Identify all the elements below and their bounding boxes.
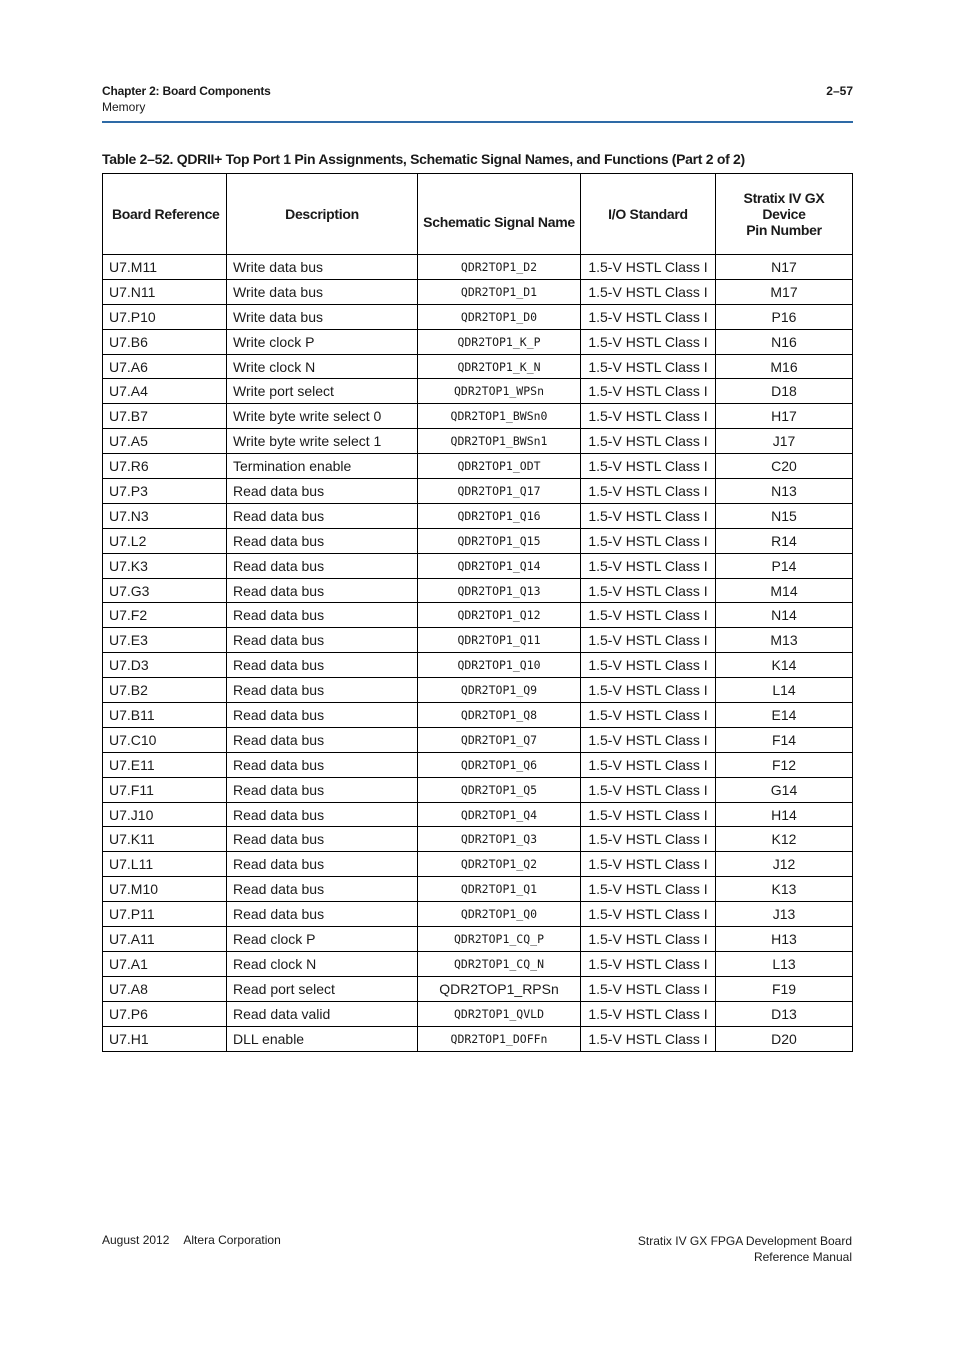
signal-name-cell: QDR2TOP1_Q13	[418, 578, 581, 603]
io-standard-cell: 1.5-V HSTL Class I	[581, 603, 716, 628]
board-reference-cell: U7.A6	[103, 354, 227, 379]
footer-doc-subtitle: Reference Manual	[753, 1250, 852, 1264]
description-cell: Read data bus	[227, 553, 418, 578]
signal-name-cell: QDR2TOP1_K_N	[418, 354, 581, 379]
signal-name-cell: QDR2TOP1_ODT	[418, 454, 581, 479]
signal-name-cell: QDR2TOP1_Q12	[418, 603, 581, 628]
pin-number-cell: H17	[716, 404, 853, 429]
io-standard-cell: 1.5-V HSTL Class I	[581, 852, 716, 877]
io-standard-cell: 1.5-V HSTL Class I	[581, 927, 716, 952]
table-row	[103, 354, 853, 379]
signal-name-cell: QDR2TOP1_Q6	[418, 752, 581, 777]
io-standard-cell: 1.5-V HSTL Class I	[581, 976, 716, 1001]
board-reference-cell: U7.G3	[103, 578, 227, 603]
description-cell: Read data bus	[227, 902, 418, 927]
table-row	[103, 553, 853, 578]
description-cell: Write data bus	[227, 304, 418, 329]
column-header-io-standard: I/O Standard	[581, 174, 716, 255]
table-row	[103, 877, 853, 902]
board-reference-cell: U7.A8	[103, 976, 227, 1001]
pin-number-cell: K12	[716, 827, 853, 852]
io-standard-cell: 1.5-V HSTL Class I	[581, 1001, 716, 1026]
signal-name-cell: QDR2TOP1_Q2	[418, 852, 581, 877]
pin-number-cell: J13	[716, 902, 853, 927]
board-reference-cell: U7.D3	[103, 653, 227, 678]
signal-name-cell: QDR2TOP1_Q3	[418, 827, 581, 852]
description-cell: Read data bus	[227, 678, 418, 703]
description-cell: Read data bus	[227, 777, 418, 802]
pin-number-cell: D13	[716, 1001, 853, 1026]
signal-name-cell: QDR2TOP1_QVLD	[418, 1001, 581, 1026]
description-cell: Read data bus	[227, 852, 418, 877]
table-row	[103, 379, 853, 404]
pin-number-cell: H14	[716, 802, 853, 827]
description-cell: Read data bus	[227, 503, 418, 528]
description-cell: Read data bus	[227, 578, 418, 603]
board-reference-cell: U7.P11	[103, 902, 227, 927]
board-reference-cell: U7.B7	[103, 404, 227, 429]
description-cell: Read data bus	[227, 603, 418, 628]
io-standard-cell: 1.5-V HSTL Class I	[581, 752, 716, 777]
description-cell: Read port select	[227, 976, 418, 1001]
signal-name-cell: QDR2TOP1_RPSn	[418, 976, 581, 1001]
signal-name-cell: QDR2TOP1_D2	[418, 255, 581, 280]
pin-number-cell: M14	[716, 578, 853, 603]
table-header-row	[103, 174, 853, 255]
description-cell: Write data bus	[227, 255, 418, 280]
description-cell: Write port select	[227, 379, 418, 404]
io-standard-cell: 1.5-V HSTL Class I	[581, 329, 716, 354]
io-standard-cell: 1.5-V HSTL Class I	[581, 429, 716, 454]
signal-name-cell: QDR2TOP1_Q15	[418, 528, 581, 553]
column-header-board-reference: Board Reference	[103, 174, 227, 255]
column-header-signal-name: Schematic Signal Name	[418, 174, 581, 255]
io-standard-cell: 1.5-V HSTL Class I	[581, 528, 716, 553]
pin-number-cell: D20	[716, 1026, 853, 1051]
io-standard-cell: 1.5-V HSTL Class I	[581, 255, 716, 280]
description-cell: Read data valid	[227, 1001, 418, 1026]
pin-number-cell: F19	[716, 976, 853, 1001]
signal-name-cell: QDR2TOP1_CQ_N	[418, 951, 581, 976]
board-reference-cell: U7.N11	[103, 279, 227, 304]
footer-date: August 2012	[102, 1233, 170, 1247]
io-standard-cell: 1.5-V HSTL Class I	[581, 304, 716, 329]
description-cell: Write byte write select 0	[227, 404, 418, 429]
io-standard-cell: 1.5-V HSTL Class I	[581, 279, 716, 304]
pin-number-cell: R14	[716, 528, 853, 553]
io-standard-cell: 1.5-V HSTL Class I	[581, 628, 716, 653]
table-row	[103, 902, 853, 927]
io-standard-cell: 1.5-V HSTL Class I	[581, 678, 716, 703]
pin-number-cell: N17	[716, 255, 853, 280]
signal-name-cell: QDR2TOP1_Q17	[418, 479, 581, 504]
io-standard-cell: 1.5-V HSTL Class I	[581, 454, 716, 479]
pin-number-cell: D18	[716, 379, 853, 404]
table-row	[103, 578, 853, 603]
description-cell: Write clock N	[227, 354, 418, 379]
board-reference-cell: U7.H1	[103, 1026, 227, 1051]
pin-number-cell: N16	[716, 329, 853, 354]
description-cell: Read data bus	[227, 877, 418, 902]
signal-name-cell: QDR2TOP1_Q10	[418, 653, 581, 678]
description-cell: Write clock P	[227, 329, 418, 354]
table-row	[103, 329, 853, 354]
signal-name-cell: QDR2TOP1_Q1	[418, 877, 581, 902]
description-cell: Read data bus	[227, 653, 418, 678]
table-row	[103, 1026, 853, 1051]
signal-name-cell: QDR2TOP1_Q14	[418, 553, 581, 578]
signal-name-cell: QDR2TOP1_CQ_P	[418, 927, 581, 952]
footer-doc-title: Stratix IV GX FPGA Development Board	[637, 1234, 852, 1248]
io-standard-cell: 1.5-V HSTL Class I	[581, 653, 716, 678]
table-row	[103, 628, 853, 653]
pin-number-cell: C20	[716, 454, 853, 479]
table-caption: Table 2–52. QDRII+ Top Port 1 Pin Assignments, Schematic Signal Names, and Functions (Part 2 of 2)	[102, 151, 745, 167]
io-standard-cell: 1.5-V HSTL Class I	[581, 379, 716, 404]
pin-number-cell: F12	[716, 752, 853, 777]
board-reference-cell: U7.B6	[103, 329, 227, 354]
description-cell: Read clock N	[227, 951, 418, 976]
pin-number-cell: E14	[716, 703, 853, 728]
pin-number-cell: G14	[716, 777, 853, 802]
column-header-pin-number	[716, 174, 853, 255]
table-body	[103, 255, 853, 1052]
signal-name-cell: QDR2TOP1_Q5	[418, 777, 581, 802]
pin-number-cell: N15	[716, 503, 853, 528]
board-reference-cell: U7.F11	[103, 777, 227, 802]
io-standard-cell: 1.5-V HSTL Class I	[581, 703, 716, 728]
page-number: 2–57	[826, 84, 853, 98]
description-cell: Read data bus	[227, 752, 418, 777]
table-row	[103, 678, 853, 703]
pin-number-cell: M16	[716, 354, 853, 379]
board-reference-cell: U7.B11	[103, 703, 227, 728]
board-reference-cell: U7.R6	[103, 454, 227, 479]
signal-name-cell: QDR2TOP1_Q9	[418, 678, 581, 703]
pin-header-line-3: Pin Number	[746, 222, 822, 238]
io-standard-cell: 1.5-V HSTL Class I	[581, 578, 716, 603]
table-row	[103, 304, 853, 329]
signal-name-cell: QDR2TOP1_DOFFn	[418, 1026, 581, 1051]
chapter-title: Chapter 2: Board Components	[102, 84, 271, 98]
column-header-description: Description	[227, 174, 418, 255]
table-row	[103, 479, 853, 504]
description-cell: Read data bus	[227, 727, 418, 752]
pin-number-cell: M13	[716, 628, 853, 653]
io-standard-cell: 1.5-V HSTL Class I	[581, 877, 716, 902]
signal-name-cell: QDR2TOP1_Q16	[418, 503, 581, 528]
pin-number-cell: H13	[716, 927, 853, 952]
io-standard-cell: 1.5-V HSTL Class I	[581, 777, 716, 802]
board-reference-cell: U7.A4	[103, 379, 227, 404]
signal-name-cell: QDR2TOP1_Q11	[418, 628, 581, 653]
description-cell: Read data bus	[227, 703, 418, 728]
description-cell: Read data bus	[227, 802, 418, 827]
description-cell: DLL enable	[227, 1026, 418, 1051]
board-reference-cell: U7.N3	[103, 503, 227, 528]
signal-name-cell: QDR2TOP1_Q0	[418, 902, 581, 927]
pin-header-line-1: Stratix IV GX	[743, 190, 825, 206]
section-title: Memory	[102, 100, 146, 114]
footer-company: Altera Corporation	[183, 1233, 281, 1247]
pin-number-cell: J17	[716, 429, 853, 454]
board-reference-cell: U7.C10	[103, 727, 227, 752]
pin-number-cell: J12	[716, 852, 853, 877]
table-row	[103, 603, 853, 628]
io-standard-cell: 1.5-V HSTL Class I	[581, 354, 716, 379]
table-row	[103, 927, 853, 952]
signal-name-cell: QDR2TOP1_BWSn0	[418, 404, 581, 429]
description-cell: Read data bus	[227, 628, 418, 653]
io-standard-cell: 1.5-V HSTL Class I	[581, 404, 716, 429]
board-reference-cell: U7.E11	[103, 752, 227, 777]
io-standard-cell: 1.5-V HSTL Class I	[581, 1026, 716, 1051]
table-row	[103, 703, 853, 728]
pin-header-line-2: Device	[762, 206, 806, 222]
pin-number-cell: K13	[716, 877, 853, 902]
board-reference-cell: U7.A11	[103, 927, 227, 952]
signal-name-cell: QDR2TOP1_Q7	[418, 727, 581, 752]
description-cell: Write data bus	[227, 279, 418, 304]
io-standard-cell: 1.5-V HSTL Class I	[581, 553, 716, 578]
signal-name-cell: QDR2TOP1_Q8	[418, 703, 581, 728]
board-reference-cell: U7.P3	[103, 479, 227, 504]
pin-number-cell: L14	[716, 678, 853, 703]
signal-name-cell: QDR2TOP1_Q4	[418, 802, 581, 827]
board-reference-cell: U7.L11	[103, 852, 227, 877]
table-row	[103, 827, 853, 852]
pin-number-cell: P14	[716, 553, 853, 578]
io-standard-cell: 1.5-V HSTL Class I	[581, 802, 716, 827]
pin-number-cell: N14	[716, 603, 853, 628]
board-reference-cell: U7.F2	[103, 603, 227, 628]
board-reference-cell: U7.B2	[103, 678, 227, 703]
table-row	[103, 454, 853, 479]
io-standard-cell: 1.5-V HSTL Class I	[581, 727, 716, 752]
table-row	[103, 852, 853, 877]
board-reference-cell: U7.P6	[103, 1001, 227, 1026]
board-reference-cell: U7.A1	[103, 951, 227, 976]
table-row	[103, 279, 853, 304]
pin-number-cell: F14	[716, 727, 853, 752]
board-reference-cell: U7.E3	[103, 628, 227, 653]
pin-number-cell: K14	[716, 653, 853, 678]
page-footer-right	[638, 1233, 852, 1265]
board-reference-cell: U7.M10	[103, 877, 227, 902]
table-row	[103, 528, 853, 553]
board-reference-cell: U7.P10	[103, 304, 227, 329]
description-cell: Read data bus	[227, 479, 418, 504]
io-standard-cell: 1.5-V HSTL Class I	[581, 479, 716, 504]
description-cell: Write byte write select 1	[227, 429, 418, 454]
table-row	[103, 503, 853, 528]
table-row	[103, 1001, 853, 1026]
description-cell: Termination enable	[227, 454, 418, 479]
description-cell: Read data bus	[227, 528, 418, 553]
pin-assignment-table	[102, 173, 853, 1052]
table-row	[103, 777, 853, 802]
table-row	[103, 752, 853, 777]
table-row	[103, 802, 853, 827]
table-row	[103, 727, 853, 752]
page-header	[102, 84, 853, 123]
board-reference-cell: U7.L2	[103, 528, 227, 553]
description-cell: Read data bus	[227, 827, 418, 852]
board-reference-cell: U7.K11	[103, 827, 227, 852]
page-footer-left	[102, 1233, 281, 1247]
table-row	[103, 404, 853, 429]
pin-number-cell: P16	[716, 304, 853, 329]
table-row	[103, 429, 853, 454]
board-reference-cell: U7.A5	[103, 429, 227, 454]
board-reference-cell: U7.J10	[103, 802, 227, 827]
io-standard-cell: 1.5-V HSTL Class I	[581, 902, 716, 927]
table-row	[103, 976, 853, 1001]
table-row	[103, 255, 853, 280]
signal-name-cell: QDR2TOP1_K_P	[418, 329, 581, 354]
io-standard-cell: 1.5-V HSTL Class I	[581, 951, 716, 976]
pin-number-cell: N13	[716, 479, 853, 504]
board-reference-cell: U7.K3	[103, 553, 227, 578]
pin-number-cell: L13	[716, 951, 853, 976]
signal-name-cell: QDR2TOP1_D1	[418, 279, 581, 304]
table-row	[103, 653, 853, 678]
pin-number-cell: M17	[716, 279, 853, 304]
io-standard-cell: 1.5-V HSTL Class I	[581, 503, 716, 528]
signal-name-cell: QDR2TOP1_WPSn	[418, 379, 581, 404]
description-cell: Read clock P	[227, 927, 418, 952]
signal-name-cell: QDR2TOP1_D0	[418, 304, 581, 329]
table-row	[103, 951, 853, 976]
signal-name-cell: QDR2TOP1_BWSn1	[418, 429, 581, 454]
io-standard-cell: 1.5-V HSTL Class I	[581, 827, 716, 852]
board-reference-cell: U7.M11	[103, 255, 227, 280]
